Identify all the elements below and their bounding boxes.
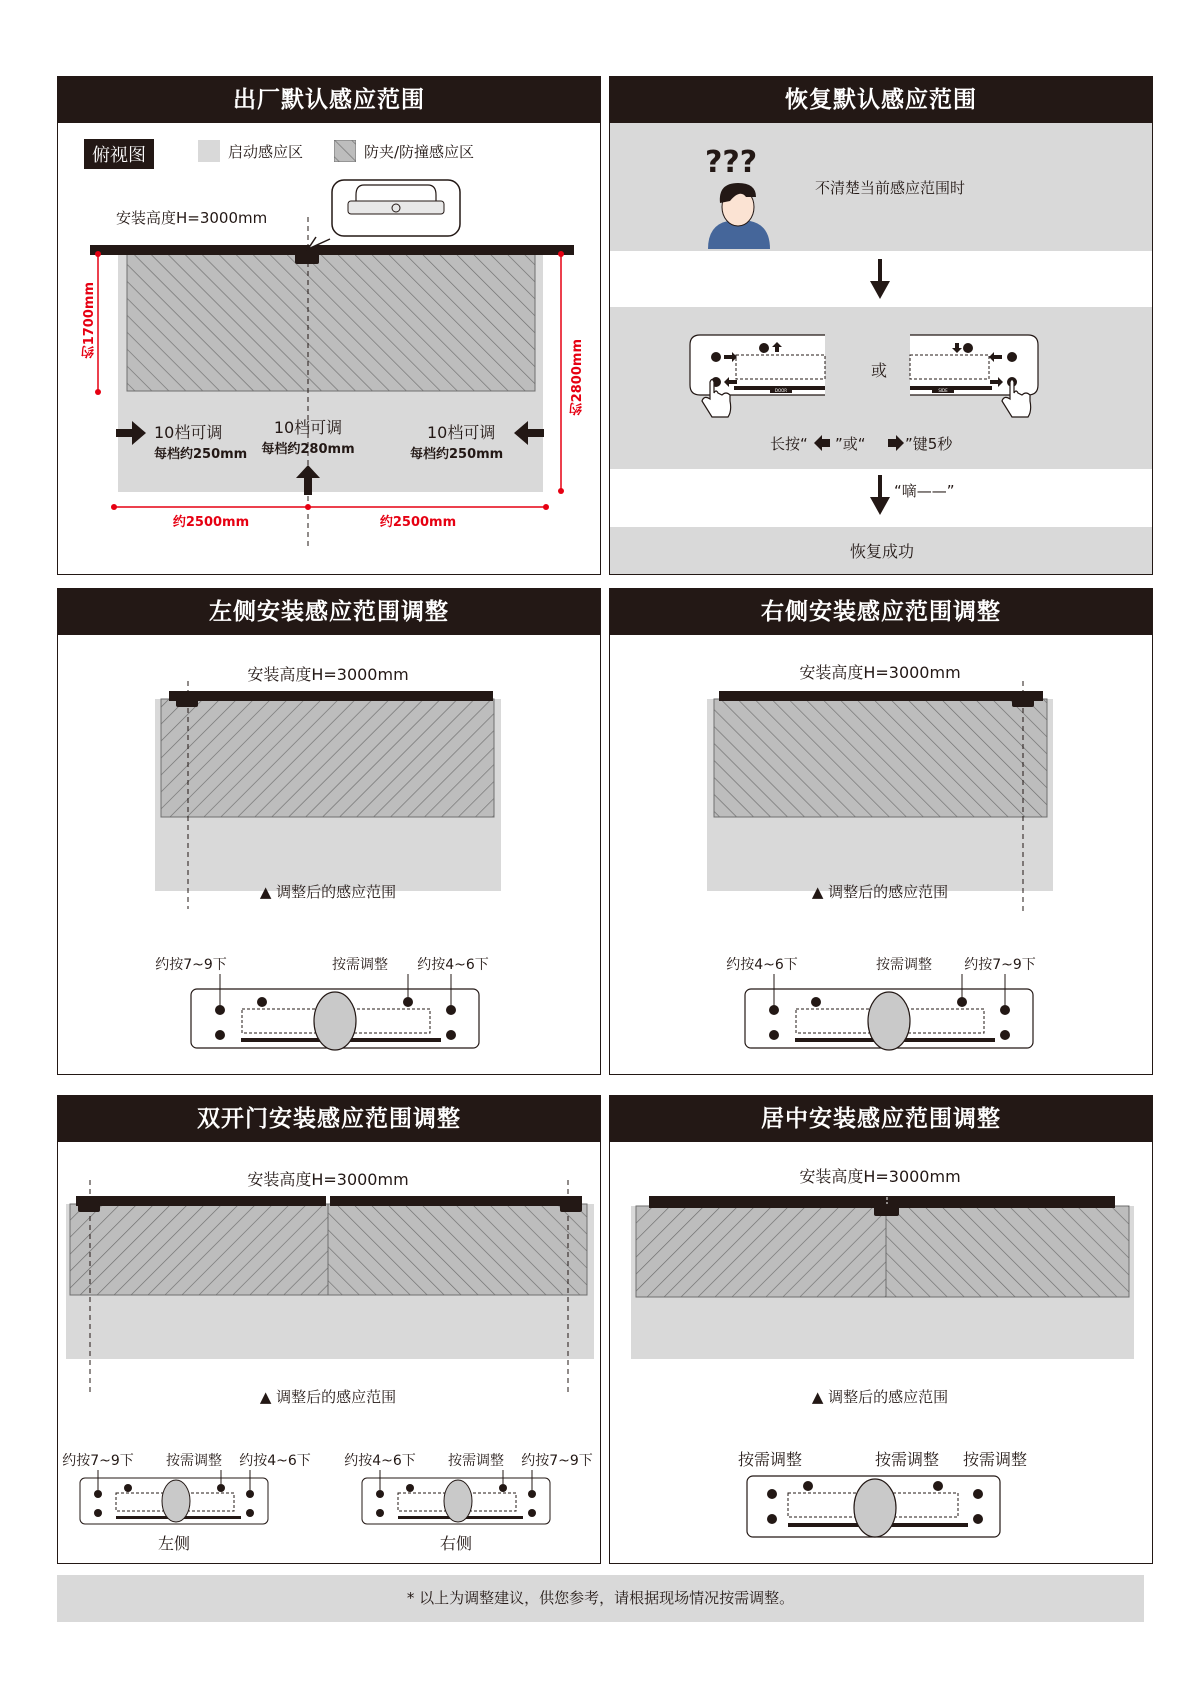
label-right: 约按7~9下 — [964, 957, 1036, 973]
double-door-diagram — [58, 1096, 601, 1564]
panel-title: 恢复默认感应范围 — [610, 77, 1152, 123]
height-label: 安装高度H=3000mm — [799, 663, 961, 682]
left-adjust: 10档可调 — [154, 423, 223, 442]
mid-adjust: 10档可调 — [273, 418, 343, 437]
left-label-right: 约按4~6下 — [239, 1453, 311, 1469]
control-board — [191, 974, 479, 1050]
left-step: 每档约250mm — [154, 447, 248, 462]
legend-safety-label: 防夹/防撞感应区 — [364, 143, 475, 161]
left-label-left: 约按7~9下 — [62, 1453, 134, 1469]
label-left: 约按7~9下 — [155, 957, 227, 973]
right-label-right: 约按7~9下 — [521, 1453, 593, 1469]
dim-2800: 约2800mm — [570, 339, 585, 416]
svg-text:SIDE: SIDE — [938, 388, 948, 393]
unclear-text: 不清楚当前感应范围时 — [815, 179, 966, 197]
arrow-down-icon — [870, 475, 890, 515]
height-label: 安装高度H=3000mm — [247, 665, 409, 684]
arrow-down-icon — [870, 259, 890, 299]
height-label: 安装高度H=3000mm — [247, 1170, 409, 1189]
panel-restore-default — [609, 76, 1153, 575]
svg-text:DOOR: DOOR — [774, 388, 788, 393]
right-install-diagram — [610, 589, 1153, 1075]
caption: ▲ 调整后的感应范围 — [811, 883, 949, 901]
left-install-diagram — [58, 589, 601, 1075]
label-right: 按需调整 — [962, 1450, 1028, 1469]
label-right: 约按4~6下 — [417, 957, 489, 973]
control-board-right — [910, 335, 1038, 417]
center-install-diagram — [610, 1096, 1153, 1564]
press-text-a: 长按“ — [770, 435, 808, 453]
top-view-diagram — [58, 77, 601, 575]
right-adjust: 10档可调 — [427, 423, 496, 442]
control-board-left — [80, 1470, 268, 1524]
right-step: 每档约250mm — [410, 447, 504, 462]
arrow-right-icon — [888, 435, 904, 451]
footer-note: * 以上为调整建议，供您参考，请根据现场情况按需调整。 — [57, 1575, 1144, 1622]
sensor-device-icon — [308, 180, 460, 249]
panel-factory-default — [57, 76, 601, 575]
sensor-mount — [295, 252, 319, 264]
panel-title: 双开门安装感应范围调整 — [58, 1096, 600, 1142]
panel-center-install — [609, 1095, 1153, 1564]
dim-left: 约2500mm — [172, 515, 250, 530]
svg-text:???: ??? — [705, 145, 758, 180]
panel-title: 居中安装感应范围调整 — [610, 1096, 1152, 1142]
control-board-left — [690, 335, 825, 417]
press-text-c: ”键5秒 — [905, 435, 953, 453]
label-mid: 按需调整 — [874, 1450, 940, 1469]
panel-double-door — [57, 1095, 601, 1564]
door-header-bar — [90, 245, 574, 255]
control-board — [747, 1476, 1000, 1537]
legend-active-label: 启动感应区 — [228, 143, 304, 161]
right-label-left: 约按4~6下 — [344, 1453, 416, 1469]
caption: ▲ 调整后的感应范围 — [259, 1388, 397, 1406]
right-label-mid: 按需调整 — [448, 1453, 504, 1469]
left-name: 左侧 — [157, 1534, 191, 1553]
label-left: 约按4~6下 — [726, 957, 798, 973]
caption: ▲ 调整后的感应范围 — [811, 1388, 949, 1406]
beep-text: “嘀——” — [894, 482, 955, 500]
success-text: 恢复成功 — [849, 542, 915, 561]
press-text-b: ”或“ — [835, 435, 866, 453]
panel-right-install — [609, 588, 1153, 1075]
view-label: 俯视图 — [84, 139, 154, 169]
caption: ▲ 调整后的感应范围 — [259, 883, 397, 901]
panel-left-install — [57, 588, 601, 1075]
control-board — [745, 974, 1033, 1050]
arrow-left-icon — [814, 435, 830, 451]
panel-title: 左侧安装感应范围调整 — [58, 589, 600, 635]
or-text: 或 — [870, 361, 888, 380]
mid-step: 每档约280mm — [261, 442, 355, 457]
label-mid: 按需调整 — [876, 957, 932, 973]
panel-title: 出厂默认感应范围 — [58, 77, 600, 123]
label-mid: 按需调整 — [332, 957, 388, 973]
label-left: 按需调整 — [737, 1450, 803, 1469]
person-confused-icon — [705, 145, 770, 249]
control-board-right — [362, 1470, 550, 1524]
panel-title: 右侧安装感应范围调整 — [610, 589, 1152, 635]
dim-right: 约2500mm — [379, 515, 457, 530]
height-label: 安装高度H=3000mm — [799, 1167, 961, 1186]
right-name: 右侧 — [439, 1534, 473, 1553]
safety-zone — [127, 252, 535, 391]
height-label: 安装高度H=3000mm — [116, 209, 268, 227]
left-label-mid: 按需调整 — [166, 1453, 222, 1469]
restore-diagram — [610, 77, 1153, 575]
dim-1700: 约1700mm — [82, 282, 97, 359]
